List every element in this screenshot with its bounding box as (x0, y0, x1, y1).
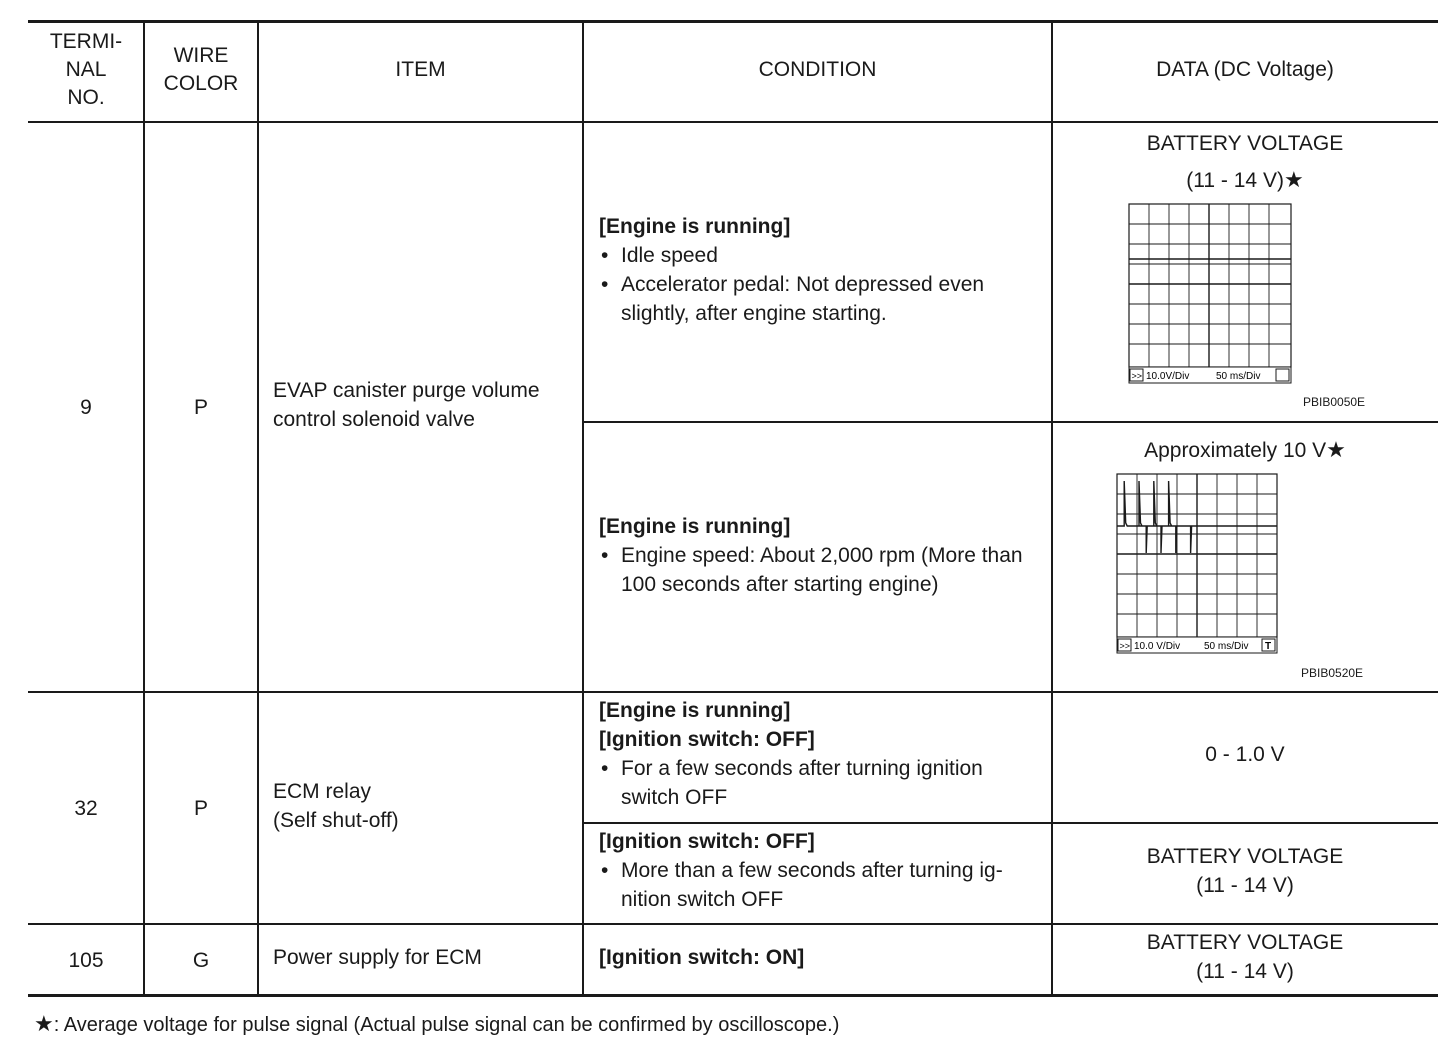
item-description (273, 376, 578, 434)
wire-color: P (193, 395, 208, 419)
star-icon: ★ (34, 1011, 54, 1036)
footnote-text: : Average voltage for pulse signal (Actual pulse signal can be confirmed by oscilloscope.) (53, 1014, 840, 1036)
condition-bullet: • Engine speed: About 2,000 rpm (More than 100 seconds after starting engine) (599, 541, 1044, 599)
item-line: control solenoid valve (273, 408, 475, 431)
column-divider (582, 20, 584, 996)
star-icon: ★ (1326, 437, 1346, 462)
condition-title: [Engine is running] (599, 515, 791, 538)
item-description (273, 777, 578, 835)
terminal-data-table (28, 20, 1438, 998)
header-item: ITEM (395, 58, 446, 81)
condition-text (599, 512, 1044, 599)
item-line: EVAP canister purge volume (273, 379, 540, 402)
scope-trigger-mark: T (1265, 641, 1272, 652)
header-wire-line: WIRE (173, 44, 229, 67)
data-line: (11 - 14 V) (1186, 169, 1284, 192)
scope-scale-label: 10.0 V/Div (1134, 641, 1181, 652)
oscilloscope-waveform (1116, 473, 1284, 655)
wire-color: G (192, 948, 210, 972)
condition-bullet: • For a few seconds after turning ignition switch OFF (599, 754, 1044, 812)
item-line: ECM relay (273, 780, 372, 803)
row-divider (583, 421, 1438, 423)
condition-text (599, 696, 1044, 812)
condition-bullet: • Idle speed (599, 241, 1044, 270)
header-data: DATA (DC Voltage) (1156, 58, 1334, 81)
condition-text (599, 827, 1044, 914)
data-value (1052, 842, 1438, 900)
condition-title: [Ignition switch: ON] (599, 946, 805, 969)
oscilloscope-waveform (1128, 203, 1296, 385)
footnote (34, 1010, 839, 1039)
scope-scale-label: 10.0V/Div (1146, 371, 1190, 382)
header-terminal (28, 28, 144, 112)
condition-text (599, 212, 1044, 328)
header-wire-color (144, 42, 258, 98)
data-value (1052, 928, 1438, 986)
wire-color: P (193, 796, 208, 820)
data-line: BATTERY VOLTAGE (1146, 845, 1344, 868)
header-wire-line: COLOR (163, 72, 239, 95)
header-terminal-line: NO. (67, 86, 105, 109)
terminal-number: 105 (68, 948, 104, 972)
condition-title: [Engine is running] (599, 215, 791, 238)
header-condition: CONDITION (758, 58, 877, 81)
data-value: 0 - 1.0 V (1205, 743, 1285, 766)
figure-code: PBIB0050E (1303, 395, 1366, 409)
scope-time-label: 50 ms/Div (1216, 371, 1261, 382)
data-value (1052, 126, 1438, 199)
scope-arrow-mark: >> (1131, 371, 1143, 381)
table-top-rule (28, 20, 1438, 23)
figure-code: PBIB0520E (1301, 666, 1364, 680)
terminal-number: 9 (80, 395, 92, 419)
header-terminal-line: NAL (65, 58, 107, 81)
condition-title: [Engine is running] (599, 699, 791, 722)
scope-arrow-mark: >> (1119, 641, 1131, 651)
data-line: BATTERY VOLTAGE (1146, 132, 1344, 155)
data-value (1052, 435, 1438, 465)
condition-title: [Ignition switch: OFF] (599, 728, 815, 751)
star-icon: ★ (1283, 167, 1304, 192)
header-terminal-line: TERMI- (49, 30, 123, 53)
data-line: BATTERY VOLTAGE (1146, 931, 1344, 954)
condition-bullet: • More than a few seconds after turning ig-nition switch OFF (599, 856, 1044, 914)
scope-time-label: 50 ms/Div (1204, 641, 1249, 652)
data-line: (11 - 14 V) (1196, 874, 1294, 897)
data-line: Approximately 10 V (1144, 439, 1327, 462)
row-divider (583, 822, 1438, 824)
item-description: Power supply for ECM (273, 946, 482, 969)
item-line: (Self shut-off) (273, 809, 399, 832)
condition-bullet: • Accelerator pedal: Not depressed even slightly, after engine starting. (599, 270, 1044, 328)
data-line: (11 - 14 V) (1196, 960, 1294, 983)
condition-title: [Ignition switch: OFF] (599, 830, 815, 853)
terminal-number: 32 (74, 796, 98, 820)
